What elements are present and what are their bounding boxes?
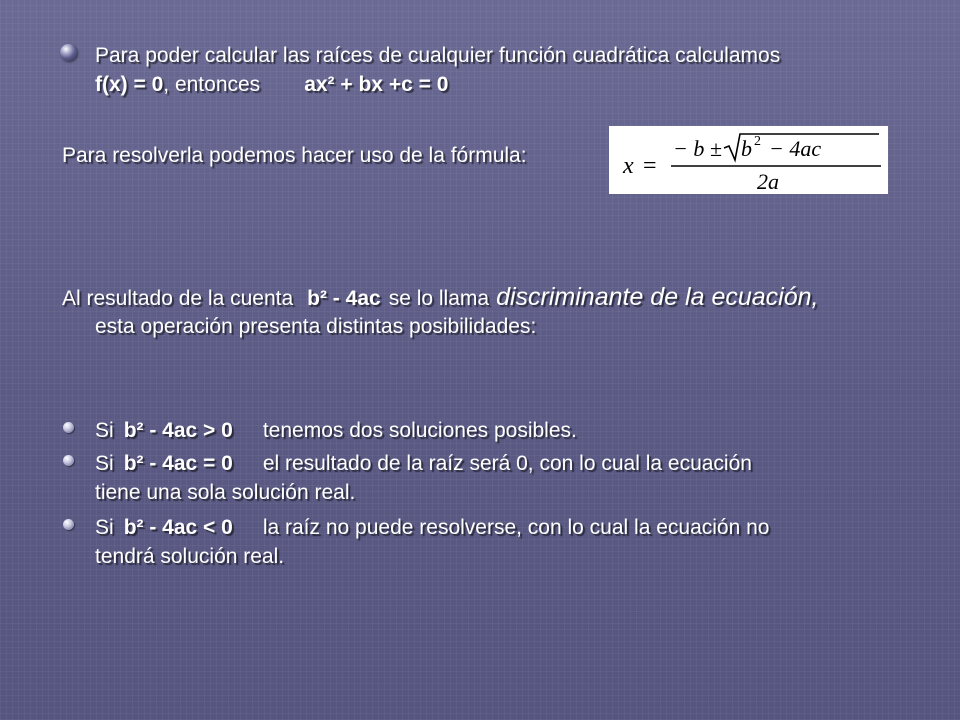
intro-line-2: [95, 71, 448, 98]
case-zero-line-2: tiene una sola solución real.: [95, 481, 356, 504]
case-negative-line-2: tendrá solución real.: [95, 545, 285, 568]
sub-bullet-icon: [63, 519, 74, 530]
intro-line-1: [95, 42, 780, 69]
case-zero: [95, 450, 752, 477]
formula-minus-b: − b: [673, 136, 705, 161]
discriminant-line-1: [62, 284, 818, 312]
formula-plus-minus: ±: [710, 136, 723, 161]
discriminant-term: discriminante de la ecuación,: [496, 283, 819, 311]
formula-equals: =: [643, 153, 657, 179]
formula-radicand-rest: − 4ac: [769, 136, 822, 161]
intro-connector: , entonces: [163, 73, 261, 96]
quadratic-formula-graphic: [609, 126, 888, 194]
fx-equals-zero: f(x) = 0: [95, 73, 164, 96]
formula-x: x: [623, 153, 634, 179]
sub-bullet-icon: [63, 455, 74, 466]
case-text: el resultado de la raíz será 0, con lo cual la ecuación: [262, 452, 752, 475]
quadratic-equation: ax² + bx +c = 0: [304, 73, 449, 96]
discriminant-line-2: esta operación presenta distintas posibilidades:: [95, 315, 537, 338]
formula-prompt: Para resolverla podemos hacer uso de la fórmula:: [62, 144, 527, 167]
case-text: tenemos dos soluciones posibles.: [262, 419, 577, 442]
discriminant-intro: Al resultado de la cuenta: [62, 287, 294, 310]
case-si: Si: [95, 516, 114, 539]
case-condition: b² - 4ac < 0: [123, 516, 233, 539]
discriminant-mid: se lo llama: [388, 287, 490, 310]
bullet-icon: [60, 44, 77, 61]
formula-radicand-b: b: [741, 136, 752, 161]
case-positive: [95, 417, 577, 444]
case-condition: b² - 4ac = 0: [123, 452, 233, 475]
case-text: la raíz no puede resolverse, con lo cual la ecuación no: [262, 516, 770, 539]
case-condition: b² - 4ac > 0: [123, 419, 233, 442]
case-si: Si: [95, 452, 114, 475]
sub-bullet-icon: [63, 422, 74, 433]
quadratic-formula: [609, 126, 888, 194]
intro-text: Para poder calcular las raíces de cualquier función cuadrática calculamos: [95, 44, 781, 67]
discriminant-expression: b² - 4ac: [307, 287, 381, 310]
formula-exponent: 2: [754, 134, 761, 149]
formula-denominator: 2a: [757, 169, 779, 194]
case-si: Si: [95, 419, 114, 442]
case-negative: [95, 514, 769, 541]
